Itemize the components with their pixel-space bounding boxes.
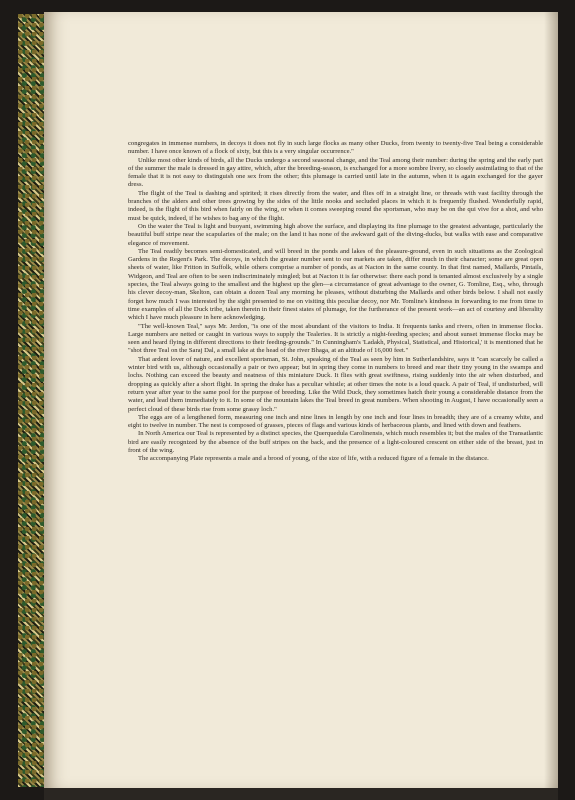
paragraph-7: That ardent lover of nature, and excellent sportsman, St. John, speaking of the Teal as seen by him in Sutherlandshire, says it "can scarcely be called a winter bird with us, although occasionally a pair or two appear; but in spring they come in numbers to breed and rear their tiny young in the swamps and lochs. Nothing can exceed the beauty and neatness of this miniature Duck. It flies with great swiftness, rising suddenly into the air when disturbed, and dropping as quickly after a short flight. In spring the drake has a peculiar whistle; at other times the note is a loud quack. A pair of Teal, if undisturbed, will return year after year to the same pool for the purpose of breeding. Like the Wild Duck, they sometimes hatch their young a considerable distance from the water, and lead them immediately to it. In some of the mountain lakes the Teal breed in great numbers. When shooting in August, I have occasionally seen a perfect cloud of these birds rise from some grassy loch." bbox=[128, 355, 543, 413]
paragraph-6: "The well-known Teal," says Mr. Jerdon, "is one of the most abundant of the visitors to India. It frequents tanks and rivers, often in immense flocks. Large numbers are netted or caught in various ways to supply the Tealeries. It is strictly a night-feeding species; and about sunset immense flocks may be seen and heard flying in different directions to their feeding-grounds." In Cunningham's 'Ladakh, Physical, Statistical, and Historical,' it is mentioned that he "shot three Teal on the Saraj Dal, a small lake at the head of the river Bhaga, at an altitude of 16,000 feet." bbox=[128, 322, 543, 355]
page-edge-shadow bbox=[544, 12, 558, 788]
page-bottom-shadow bbox=[44, 788, 558, 800]
paragraph-5: The Teal readily becomes semi-domesticated, and will breed in the ponds and lakes of the pleasure-ground, even in such situations as the Zoological Gardens in the Regent's Park. The decoys, in which the greater number sent to our markets are taken, differ much in their character; some are great open sheets of water, like Fritton in Suffolk, while others comprise a number of ponds, as at Nacton in the same county. In that first named, Mallards, Pintails, Widgeon, and Teal are often to be seen indiscriminately mingled; but at Nacton it is far otherwise: there each pond is tenanted almost exclusively by a single species, the Teal always going to the smallest and the highest up the glen—a circumstance of great advantage to the owner, G. Tomline, Esq., who, through his clever decoy-man, Skelton, can obtain a dozen Teal any morning he pleases, without disturbing the Mallards and other birds below. I shall not easily forget how much I was interested by the sight presented to me on visiting this peculiar decoy, nor Mr. Tomline's kindness in forwarding to me from time to time examples of all the Duck tribe, taken therein in their finest states of plumage, for the furtherance of the present work—an act of courtesy and liberality which I have much pleasure in here acknowledging. bbox=[128, 247, 543, 322]
body-text bbox=[128, 140, 543, 464]
paragraph-4: On the water the Teal is light and buoyant, swimming high above the surface, and displaying its fine plumage to the greatest advantage, particularly the beautiful buff stripe near the scapularies of the male; on the land it has none of the awkward gait of the diving-ducks, but walks with ease and comparative elegance of movement. bbox=[128, 222, 543, 247]
marbled-endpaper bbox=[18, 14, 46, 787]
paragraph-1: congregates in immense numbers, in decoys it does not fly in such large flocks as many other Ducks, from twenty to twenty-five Teal being a considerable number. I have once known of a flock of sixty, but this is a very singular occurrence." bbox=[128, 140, 543, 156]
paragraph-10: The accompanying Plate represents a male and a brood of young, of the size of life, with a reduced figure of a female in the distance. bbox=[138, 455, 489, 463]
paragraph-9: In North America our Teal is represented by a distinct species, the Querquedula Carolinensis, which much resembles it; but the males of the Transatlantic bird are easily recognized by the absence of the buff stripes on the back, and the presence of a light-coloured crescent on either side of the breast, just in front of the wing. bbox=[128, 430, 543, 454]
paragraph-8: The eggs are of a lengthened form, measuring one inch and nine lines in length by one inch and four lines in breadth; they are of a creamy white, and eight to twelve in number. The nest is composed of grasses, pieces of flags and various kinds of herbaceous plants, and lined with down and feathers. bbox=[128, 413, 543, 430]
paragraph-2: Unlike most other kinds of birds, all the Ducks undergo a second seasonal change, and the Teal among their number: during the spring and the early part of the summer the male is dressed in gay attire, which, after the breeding-season, is exchanged for a more sombre livery, so closely assimilating to that of the female that it is not easy to distinguish one sex from the other; this plumage is carried until late in the autumn, when it is again exchanged for the gayer dress. bbox=[128, 156, 543, 189]
paragraph-3: The flight of the Teal is dashing and spirited; it rises directly from the water, and flies off in a straight line, or threads with vast facility through the branches of the alders and other trees growing by the sides of the little nooks and secluded places in which it is frequently flushed. Wonderfully rapid, indeed, is the flight of this bird when fairly on the wing, or when it comes sweeping round the sportsman, who may be on the qui vive for a shot, and who must be quick, indeed, if he wishes to bag any of the flight. bbox=[128, 189, 543, 222]
